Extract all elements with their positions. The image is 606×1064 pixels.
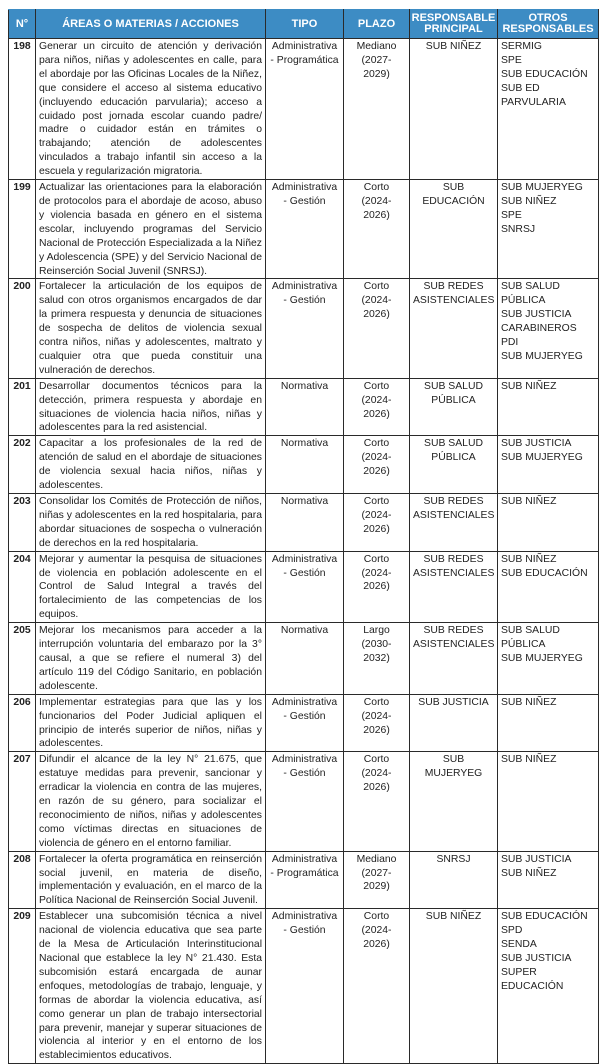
row-otros-responsables <box>498 694 599 752</box>
row-otros-responsables <box>498 279 599 378</box>
plazo-line: Corto <box>363 438 390 450</box>
row-tipo: Normativa <box>266 623 344 695</box>
plazo-line: (2024- <box>361 710 392 722</box>
otro-responsable: SUB NIÑEZ <box>501 696 557 708</box>
plazo-line: 2026) <box>363 782 390 794</box>
row-action-description: Consolidar los Comités de Protección de niños, niñas y adolescentes en la red hospitalaria, para abordar situaciones de sospecha o vulneración de derechos en la red hospitalaria. <box>36 494 266 552</box>
row-responsable-principal: SUB REDES ASISTENCIALES <box>410 279 498 378</box>
plazo-line: Mediano <box>356 41 397 52</box>
row-responsable-principal: SUB REDES ASISTENCIALES <box>410 551 498 623</box>
row-plazo <box>344 851 410 909</box>
row-responsable-principal: SUB REDES ASISTENCIALES <box>410 623 498 695</box>
plazo-line: 2026) <box>363 309 390 321</box>
otro-responsable: SENDA <box>501 939 537 951</box>
plazo-line: 2026) <box>363 724 390 736</box>
plazo-line: Corto <box>363 754 390 766</box>
otro-responsable: SUB MUJERYEG <box>501 182 583 194</box>
otro-responsable: SPE <box>501 209 522 221</box>
table-header <box>9 10 599 39</box>
row-action-description: Mejorar y aumentar la pesquisa de situaciones de violencia en población adolescente en el Control de Salud Integral a través del fortalecimiento de las competencias de los equipos. <box>36 551 266 623</box>
plazo-line: (2024- <box>361 925 392 937</box>
otro-responsable: PÚBLICA <box>501 639 546 651</box>
otro-responsable: SUB EDUCACIÓN <box>501 68 588 80</box>
table-row <box>9 623 599 695</box>
otro-responsable: PÚBLICA <box>501 295 546 307</box>
row-otros-responsables <box>498 752 599 851</box>
row-action-description: Implementar estrategias para que las y los funcionarios del Poder Judicial apliquen el principio de interés superior de niños, niñas y adolescentes. <box>36 694 266 752</box>
plazo-line: Corto <box>363 496 390 507</box>
row-plazo <box>344 378 410 436</box>
row-otros-responsables <box>498 623 599 695</box>
row-action-description: Difundir el alcance de la ley N° 21.675, que estatuye medidas para prevenir, sancionar y erradicar la violencia en contra de las mujeres, en razón de su género, para socializar el reconocimiento de niños, niñas y adolescentes como víctimas directas en situaciones de violencia de género en el entorno familiar. <box>36 752 266 851</box>
row-tipo: Normativa <box>266 494 344 552</box>
otro-responsable: SUB EDUCACIÓN <box>501 567 588 579</box>
otro-responsable: SUB EDUCACIÓN <box>501 911 588 923</box>
plazo-line: 2026) <box>363 408 390 420</box>
row-tipo: Administrativa - Programática <box>266 39 344 180</box>
otro-responsable: SPE <box>501 54 522 66</box>
table-row <box>9 694 599 752</box>
row-action-description: Desarrollar documentos técnicos para la detección, primera respuesta y abordaje en situaciones de violencia hacia niños, niñas y adolescentes para la red asistencial. <box>36 378 266 436</box>
otro-responsable: SUB NIÑEZ <box>501 380 557 392</box>
otro-responsable: CARABINEROS <box>501 323 577 335</box>
row-tipo: Administrativa - Gestión <box>266 694 344 752</box>
otro-responsable: SUB MUJERYEG <box>501 452 583 464</box>
otro-responsable: SUB NIÑEZ <box>501 496 557 507</box>
row-plazo <box>344 39 410 180</box>
table-row <box>9 851 599 909</box>
otro-responsable: SUB SALUD <box>501 625 560 637</box>
plazo-line: 2026) <box>363 523 390 535</box>
table-row <box>9 180 599 279</box>
otro-responsable: SUB JUSTICIA <box>501 309 572 321</box>
header-plazo: PLAZO <box>344 10 410 39</box>
plazo-line: (2030- <box>361 639 392 651</box>
row-tipo: Administrativa - Gestión <box>266 909 344 1064</box>
otro-responsable: SUB MUJERYEG <box>501 652 583 664</box>
row-tipo: Normativa <box>266 378 344 436</box>
row-tipo: Administrativa - Gestión <box>266 180 344 279</box>
row-otros-responsables <box>498 551 599 623</box>
otro-responsable: SUB ED <box>501 82 540 94</box>
row-plazo <box>344 623 410 695</box>
row-number: 207 <box>9 752 36 851</box>
plazo-line: (2024- <box>361 295 392 307</box>
row-number: 209 <box>9 909 36 1064</box>
row-responsable-principal: SUB NIÑEZ <box>410 909 498 1064</box>
row-plazo <box>344 694 410 752</box>
otro-responsable: SUB NIÑEZ <box>501 867 557 879</box>
row-responsable-principal: SNRSJ <box>410 851 498 909</box>
row-responsable-principal: SUB EDUCACIÓN <box>410 180 498 279</box>
otro-responsable: SUB JUSTICIA <box>501 953 572 964</box>
plazo-line: 2032) <box>363 652 390 664</box>
row-responsable-principal: SUB JUSTICIA <box>410 694 498 752</box>
row-number: 208 <box>9 851 36 909</box>
row-otros-responsables <box>498 180 599 279</box>
row-otros-responsables <box>498 851 599 909</box>
row-number: 200 <box>9 279 36 378</box>
row-tipo: Administrativa - Gestión <box>266 551 344 623</box>
otro-responsable: SPD <box>501 925 523 937</box>
row-otros-responsables <box>498 494 599 552</box>
otro-responsable: PARVULARIA <box>501 96 566 108</box>
plazo-line: 2026) <box>363 939 390 951</box>
row-plazo <box>344 279 410 378</box>
plazo-line: Corto <box>363 911 390 923</box>
row-number: 198 <box>9 39 36 180</box>
otro-responsable: SUB JUSTICIA <box>501 853 572 865</box>
otro-responsable: SUB MUJERYEG <box>501 350 583 362</box>
plazo-line: (2024- <box>361 195 392 207</box>
row-tipo: Administrativa - Gestión <box>266 279 344 378</box>
row-otros-responsables <box>498 378 599 436</box>
otro-responsable: PDI <box>501 337 519 349</box>
plazo-line: (2024- <box>361 768 392 780</box>
row-action-description: Establecer una subcomisión técnica a nivel nacional de violencia educativa que sea parte de la Mesa de Articulación Interinstitucional Nacional que establece la ley N° 21.430. Esta subcomisión estará encargada de aunar enfoques, metodologías de trabajo, lenguaje, y formas de abordar la violencia educativa, así como generar un plan de trabajo intersectorial para prevenir, manejar y superar situaciones de violencia al interior y en el entorno de los establecimientos educativos. <box>36 909 266 1064</box>
table-body <box>9 39 599 1064</box>
row-responsable-principal: SUB NIÑEZ <box>410 39 498 180</box>
otro-responsable: SUB SALUD <box>501 281 560 293</box>
row-plazo <box>344 436 410 494</box>
row-otros-responsables <box>498 436 599 494</box>
plazo-line: (2027- <box>361 867 392 879</box>
plazo-line: Corto <box>363 553 390 565</box>
row-plazo <box>344 551 410 623</box>
row-number: 203 <box>9 494 36 552</box>
plazo-line: Corto <box>363 281 390 293</box>
plazo-line: 2026) <box>363 209 390 221</box>
header-tipo: TIPO <box>266 10 344 39</box>
plazo-line: (2024- <box>361 452 392 464</box>
header-row <box>9 10 599 39</box>
otro-responsable: SUB JUSTICIA <box>501 438 572 450</box>
row-action-description: Mejorar los mecanismos para acceder a la interrupción voluntaria del embarazo por la 3° causal, a que se refiere el numeral 3) del artículo 119 del Código Sanitario, en población adolescente. <box>36 623 266 695</box>
row-number: 206 <box>9 694 36 752</box>
row-plazo <box>344 180 410 279</box>
row-number: 202 <box>9 436 36 494</box>
plazo-line: 2026) <box>363 581 390 593</box>
row-responsable-principal: SUB MUJERYEG <box>410 752 498 851</box>
header-otros-responsables: OTROS RESPONSABLES <box>498 10 599 39</box>
table-row <box>9 279 599 378</box>
row-responsable-principal: SUB SALUD PÚBLICA <box>410 378 498 436</box>
row-responsable-principal: SUB REDES ASISTENCIALES <box>410 494 498 552</box>
row-number: 201 <box>9 378 36 436</box>
plazo-line: 2029) <box>363 68 390 80</box>
actions-table <box>8 9 599 1064</box>
header-responsable-principal: RESPONSABLE PRINCIPAL <box>410 10 498 39</box>
table-row <box>9 551 599 623</box>
row-number: 205 <box>9 623 36 695</box>
otro-responsable: SUB NIÑEZ <box>501 754 557 766</box>
otro-responsable: SUPER <box>501 966 537 978</box>
table-row <box>9 39 599 180</box>
row-action-description: Generar un circuito de atención y derivación para niños, niñas y adolescentes en calle, para el abordaje por las Oficinas Locales de la Niñez, que considere el acceso al sistema educativo (incluyendo educación parvularia); acceso a cuidado post jornada escolar cuando padre/ madre o cuidador están en trámites o trabajando; atención de adolescentes vinculados a trabajo infantil sin acceso a la escuela y regularización migratoria. <box>36 39 266 180</box>
plazo-line: 2026) <box>363 466 390 478</box>
row-action-description: Fortalecer la oferta programática en reinserción social juvenil, en materia de diseño, implementación y evaluación, en el marco de la Política Nacional de Reinserción Social Juvenil. <box>36 851 266 909</box>
plazo-line: (2024- <box>361 394 392 406</box>
row-number: 199 <box>9 180 36 279</box>
plazo-line: Corto <box>363 182 390 194</box>
otro-responsable: EDUCACIÓN <box>501 980 564 992</box>
row-tipo: Administrativa - Gestión <box>266 752 344 851</box>
plazo-line: Mediano <box>356 853 397 865</box>
plazo-line: Corto <box>363 380 390 392</box>
otro-responsable: SUB NIÑEZ <box>501 195 557 207</box>
plazo-line: Corto <box>363 696 390 708</box>
row-plazo <box>344 752 410 851</box>
table-row <box>9 752 599 851</box>
row-number: 204 <box>9 551 36 623</box>
row-plazo <box>344 494 410 552</box>
row-action-description: Capacitar a los profesionales de la red de atención de salud en el abordaje de situaciones de violencia sexual hacia niños, niñas y adolescentes. <box>36 436 266 494</box>
row-action-description: Actualizar las orientaciones para la elaboración de protocolos para el abordaje de acoso, abuso y violencia basada en género en el sistema escolar, incluyendo programas del Servicio Nacional de Protección Especializada a la Niñez y Adolescencia (SPE) y del Servicio Nacional de Reinserción Social Juvenil (SNRSJ). <box>36 180 266 279</box>
plazo-line: 2029) <box>363 881 390 893</box>
row-tipo: Administrativa - Programática <box>266 851 344 909</box>
table-row <box>9 494 599 552</box>
otro-responsable: SUB NIÑEZ <box>501 553 557 565</box>
plazo-line: (2024- <box>361 567 392 579</box>
otro-responsable: SERMIG <box>501 41 542 52</box>
plazo-line: (2027- <box>361 54 392 66</box>
otro-responsable: SNRSJ <box>501 223 536 235</box>
table-row <box>9 436 599 494</box>
header-num: N° <box>9 10 36 39</box>
plazo-line: Largo <box>363 625 390 637</box>
row-action-description: Fortalecer la articulación de los equipos de salud con otros organismos encargados de dar la primera respuesta y denuncia de situaciones de sospecha de delitos de violencia sexual contra niños, niñas y adolescentes, maltrato y cualquier otra que pueda constituir una vulneración de derechos. <box>36 279 266 378</box>
table-row <box>9 378 599 436</box>
row-tipo: Normativa <box>266 436 344 494</box>
header-areas: ÁREAS O MATERIAS / ACCIONES <box>36 10 266 39</box>
plazo-line: (2024- <box>361 509 392 521</box>
row-responsable-principal: SUB SALUD PÚBLICA <box>410 436 498 494</box>
row-otros-responsables <box>498 39 599 180</box>
